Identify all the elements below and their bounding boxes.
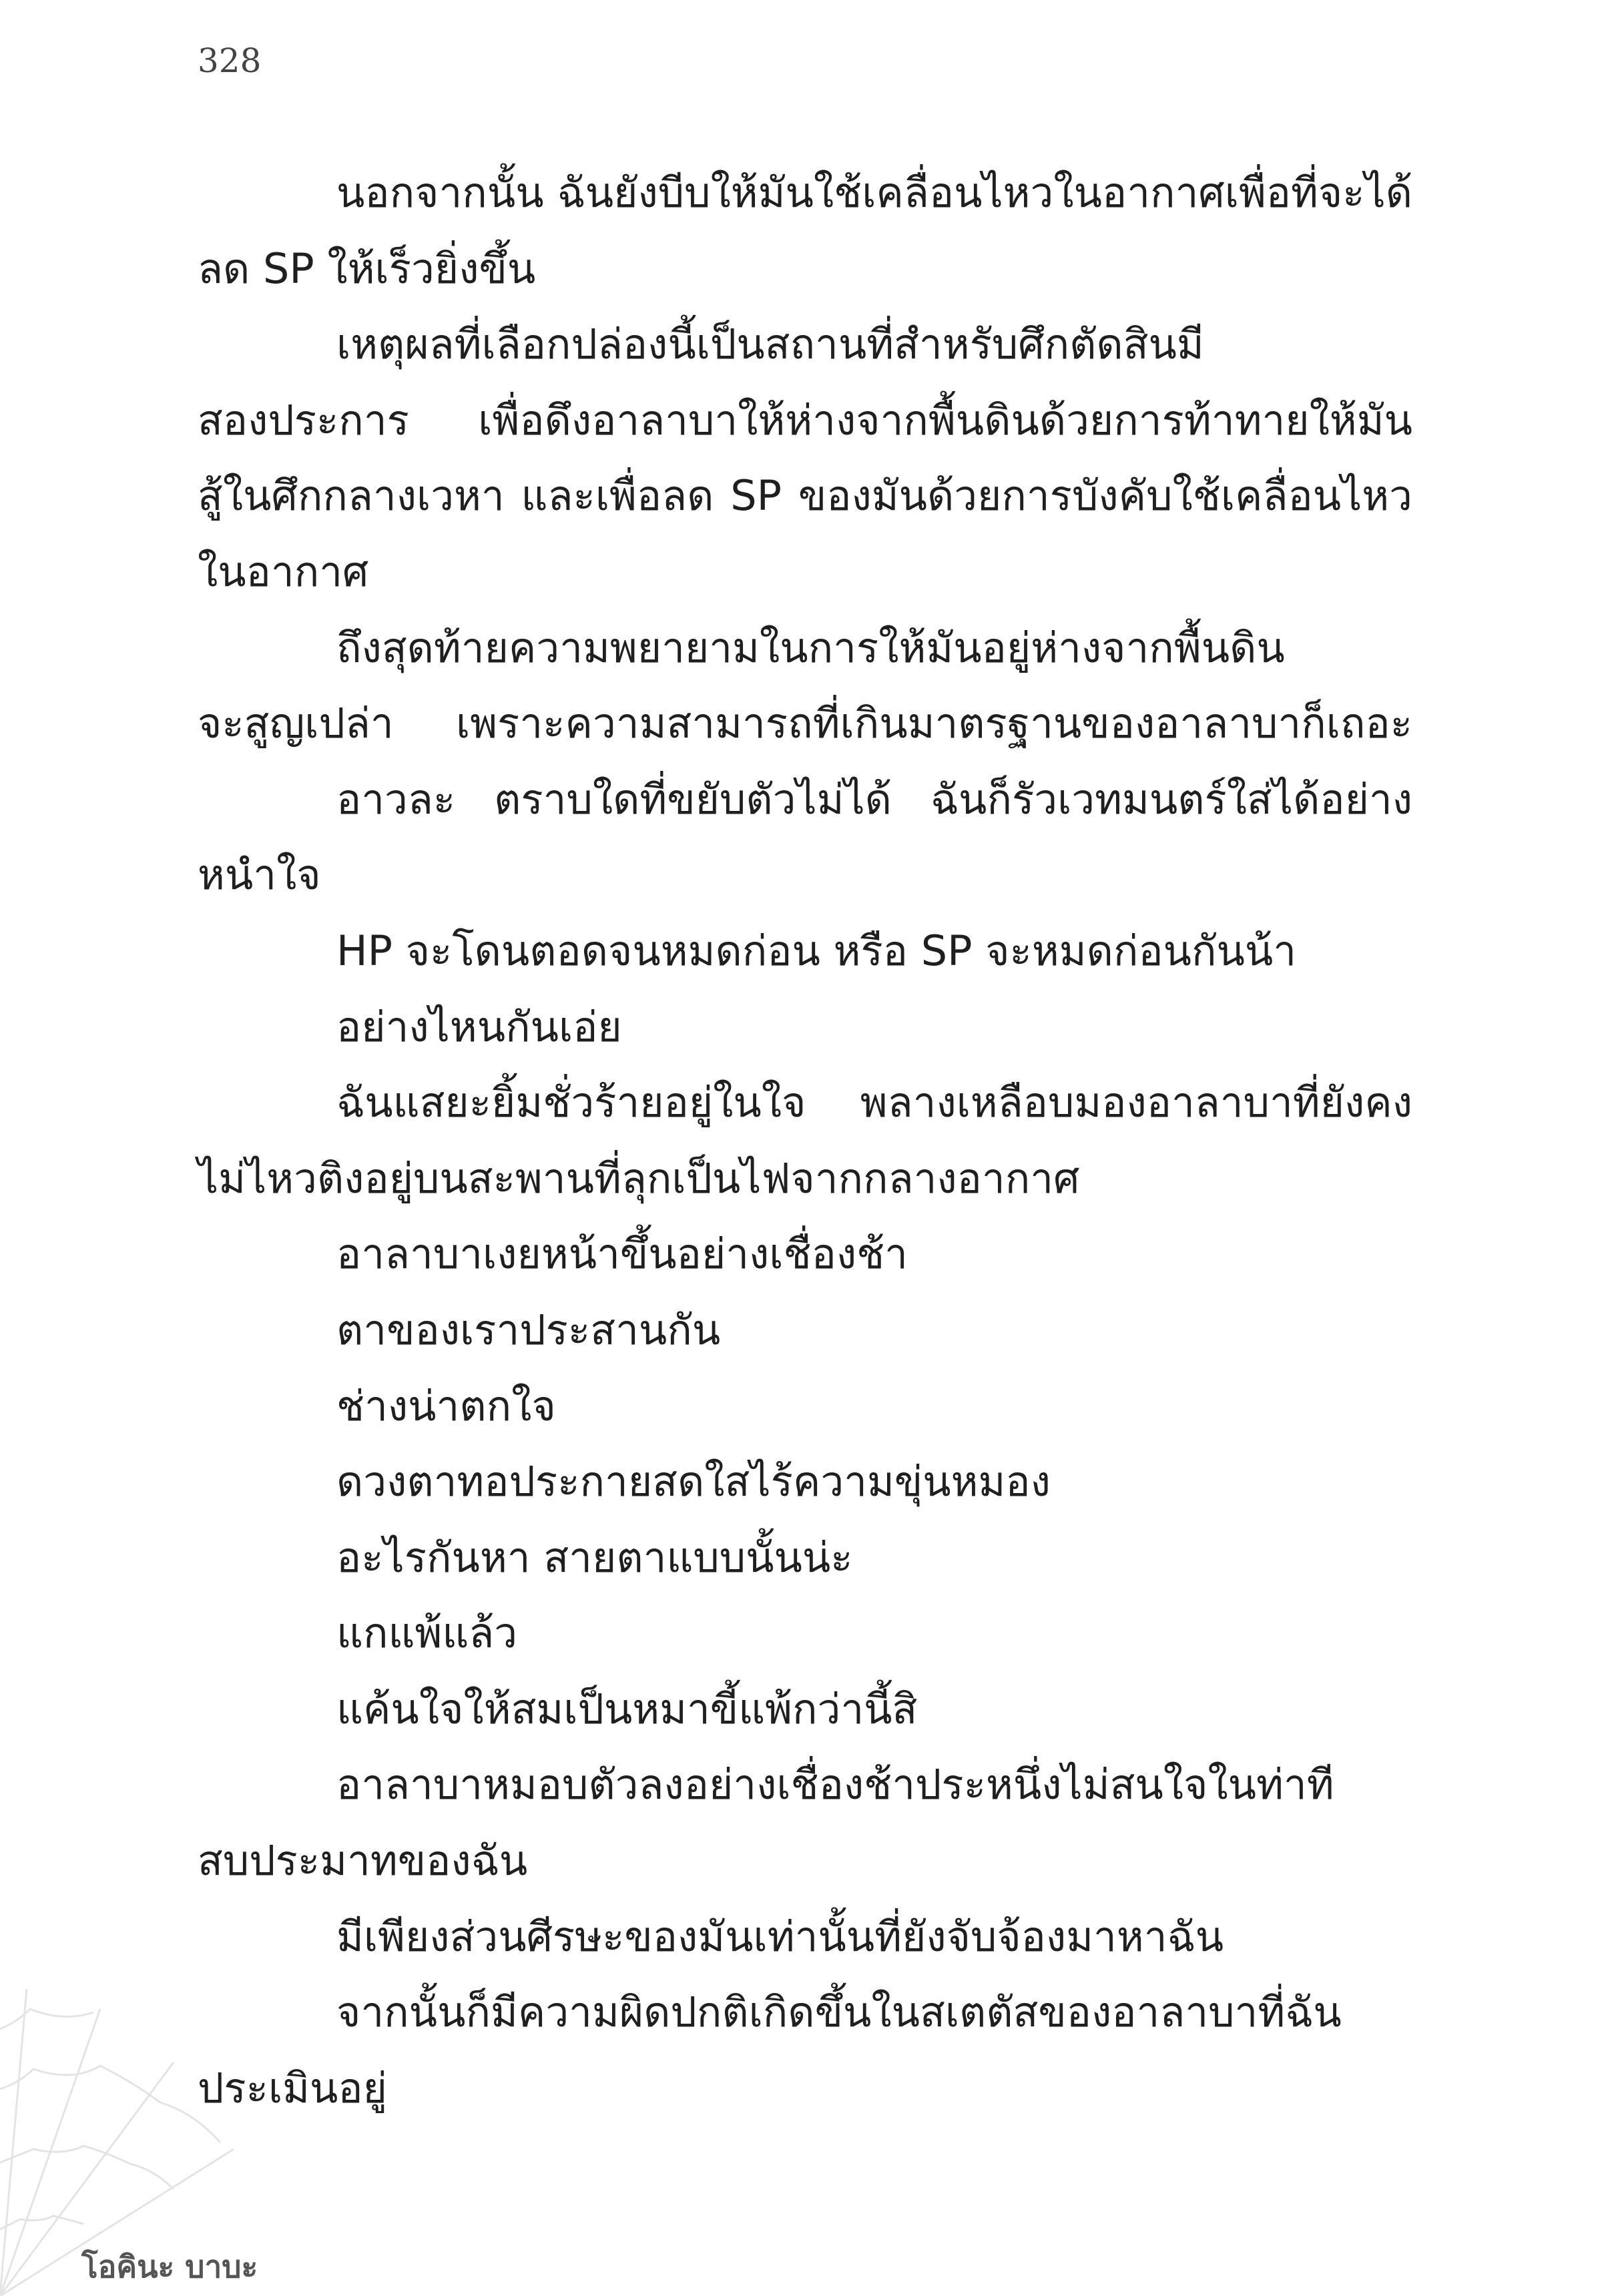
body-text [198,155,1412,2126]
text-line: ช่างน่าตกใจ [336,1381,556,1430]
text-line: ดวงตาทอประกายสดใสไร้ความขุ่นหมอง [336,1457,1051,1506]
text-line: มีเพียงส่วนศีรษะของมันเท่านั้นที่ยังจับจ้องมาหาฉัน [336,1912,1224,1961]
text-line: สองประการ เพื่อดึงอาลาบาให้ห่างจากพื้นดินด้วยการท้าทายให้มัน [198,395,1412,445]
text-line: HP จะโดนตอดจนหมดก่อน หรือ SP จะหมดก่อนกันน้า [336,926,1297,975]
text-line: อาวละ ตราบใดที่ขยับตัวไม่ได้ ฉันก็รัวเวทมนตร์ใส่ได้อย่าง [336,774,1412,824]
text-line: ตาของเราประสานกัน [336,1305,721,1354]
text-line: ลด SP ให้เร็วยิ่งขึ้น [198,244,536,293]
text-line: จากนั้นก็มีความผิดปกติเกิดขึ้นในสเตตัสของอาลาบาที่ฉัน [336,1988,1342,2037]
text-line: อย่างไหนกันเอ่ย [336,1002,622,1051]
text-line: อาลาบาเงยหน้าขึ้นอย่างเชื่องช้า [336,1229,908,1279]
text-line: แค้นใจให้สมเป็นหมาขี้แพ้กว่านี้สิ [336,1684,918,1733]
footer-author: โอคินะ บาบะ [81,2249,258,2285]
text-line: ในอากาศ [198,547,369,596]
text-line: อาลาบาหมอบตัวลงอย่างเชื่องช้าประหนึ่งไม่สนใจในท่าที [336,1760,1334,1809]
text-line: อะไรกันหา สายตาแบบนั้นน่ะ [336,1532,853,1582]
text-line: ไม่ไหวติงอยู่บนสะพานที่ลุกเป็นไฟจากกลางอากาศ [198,1153,1080,1203]
text-line: หนำใจ [198,850,321,900]
text-line: แกแพ้แล้ว [336,1609,518,1658]
page-number: 328 [198,41,262,80]
text-line: ฉันแสยะยิ้มชั่วร้ายอยู่ในใจ พลางเหลือบมองอาลาบาที่ยังคง [336,1078,1412,1127]
text-line: ถึงสุดท้ายความพยายามในการให้มันอยู่ห่างจากพื้นดิน [336,623,1285,672]
text-line: นอกจากนั้น ฉันยังบีบให้มันใช้เคลื่อนไหวในอากาศเพื่อที่จะได้ [336,168,1412,217]
text-line: สบประมาทของฉัน [198,1836,528,1886]
text-line: ประเมินอยู่ [198,2063,387,2112]
text-line: สู้ในศึกกลางเวหา และเพื่อลด SP ของมันด้วยการบังคับใช้เคลื่อนไหว [198,471,1412,521]
text-line: จะสูญเปล่า เพราะความสามารถที่เกินมาตรฐานของอาลาบาก็เถอะ [198,699,1412,748]
text-line: เหตุผลที่เลือกปล่องนี้เป็นสถานที่สำหรับศึกตัดสินมี [336,320,1204,369]
